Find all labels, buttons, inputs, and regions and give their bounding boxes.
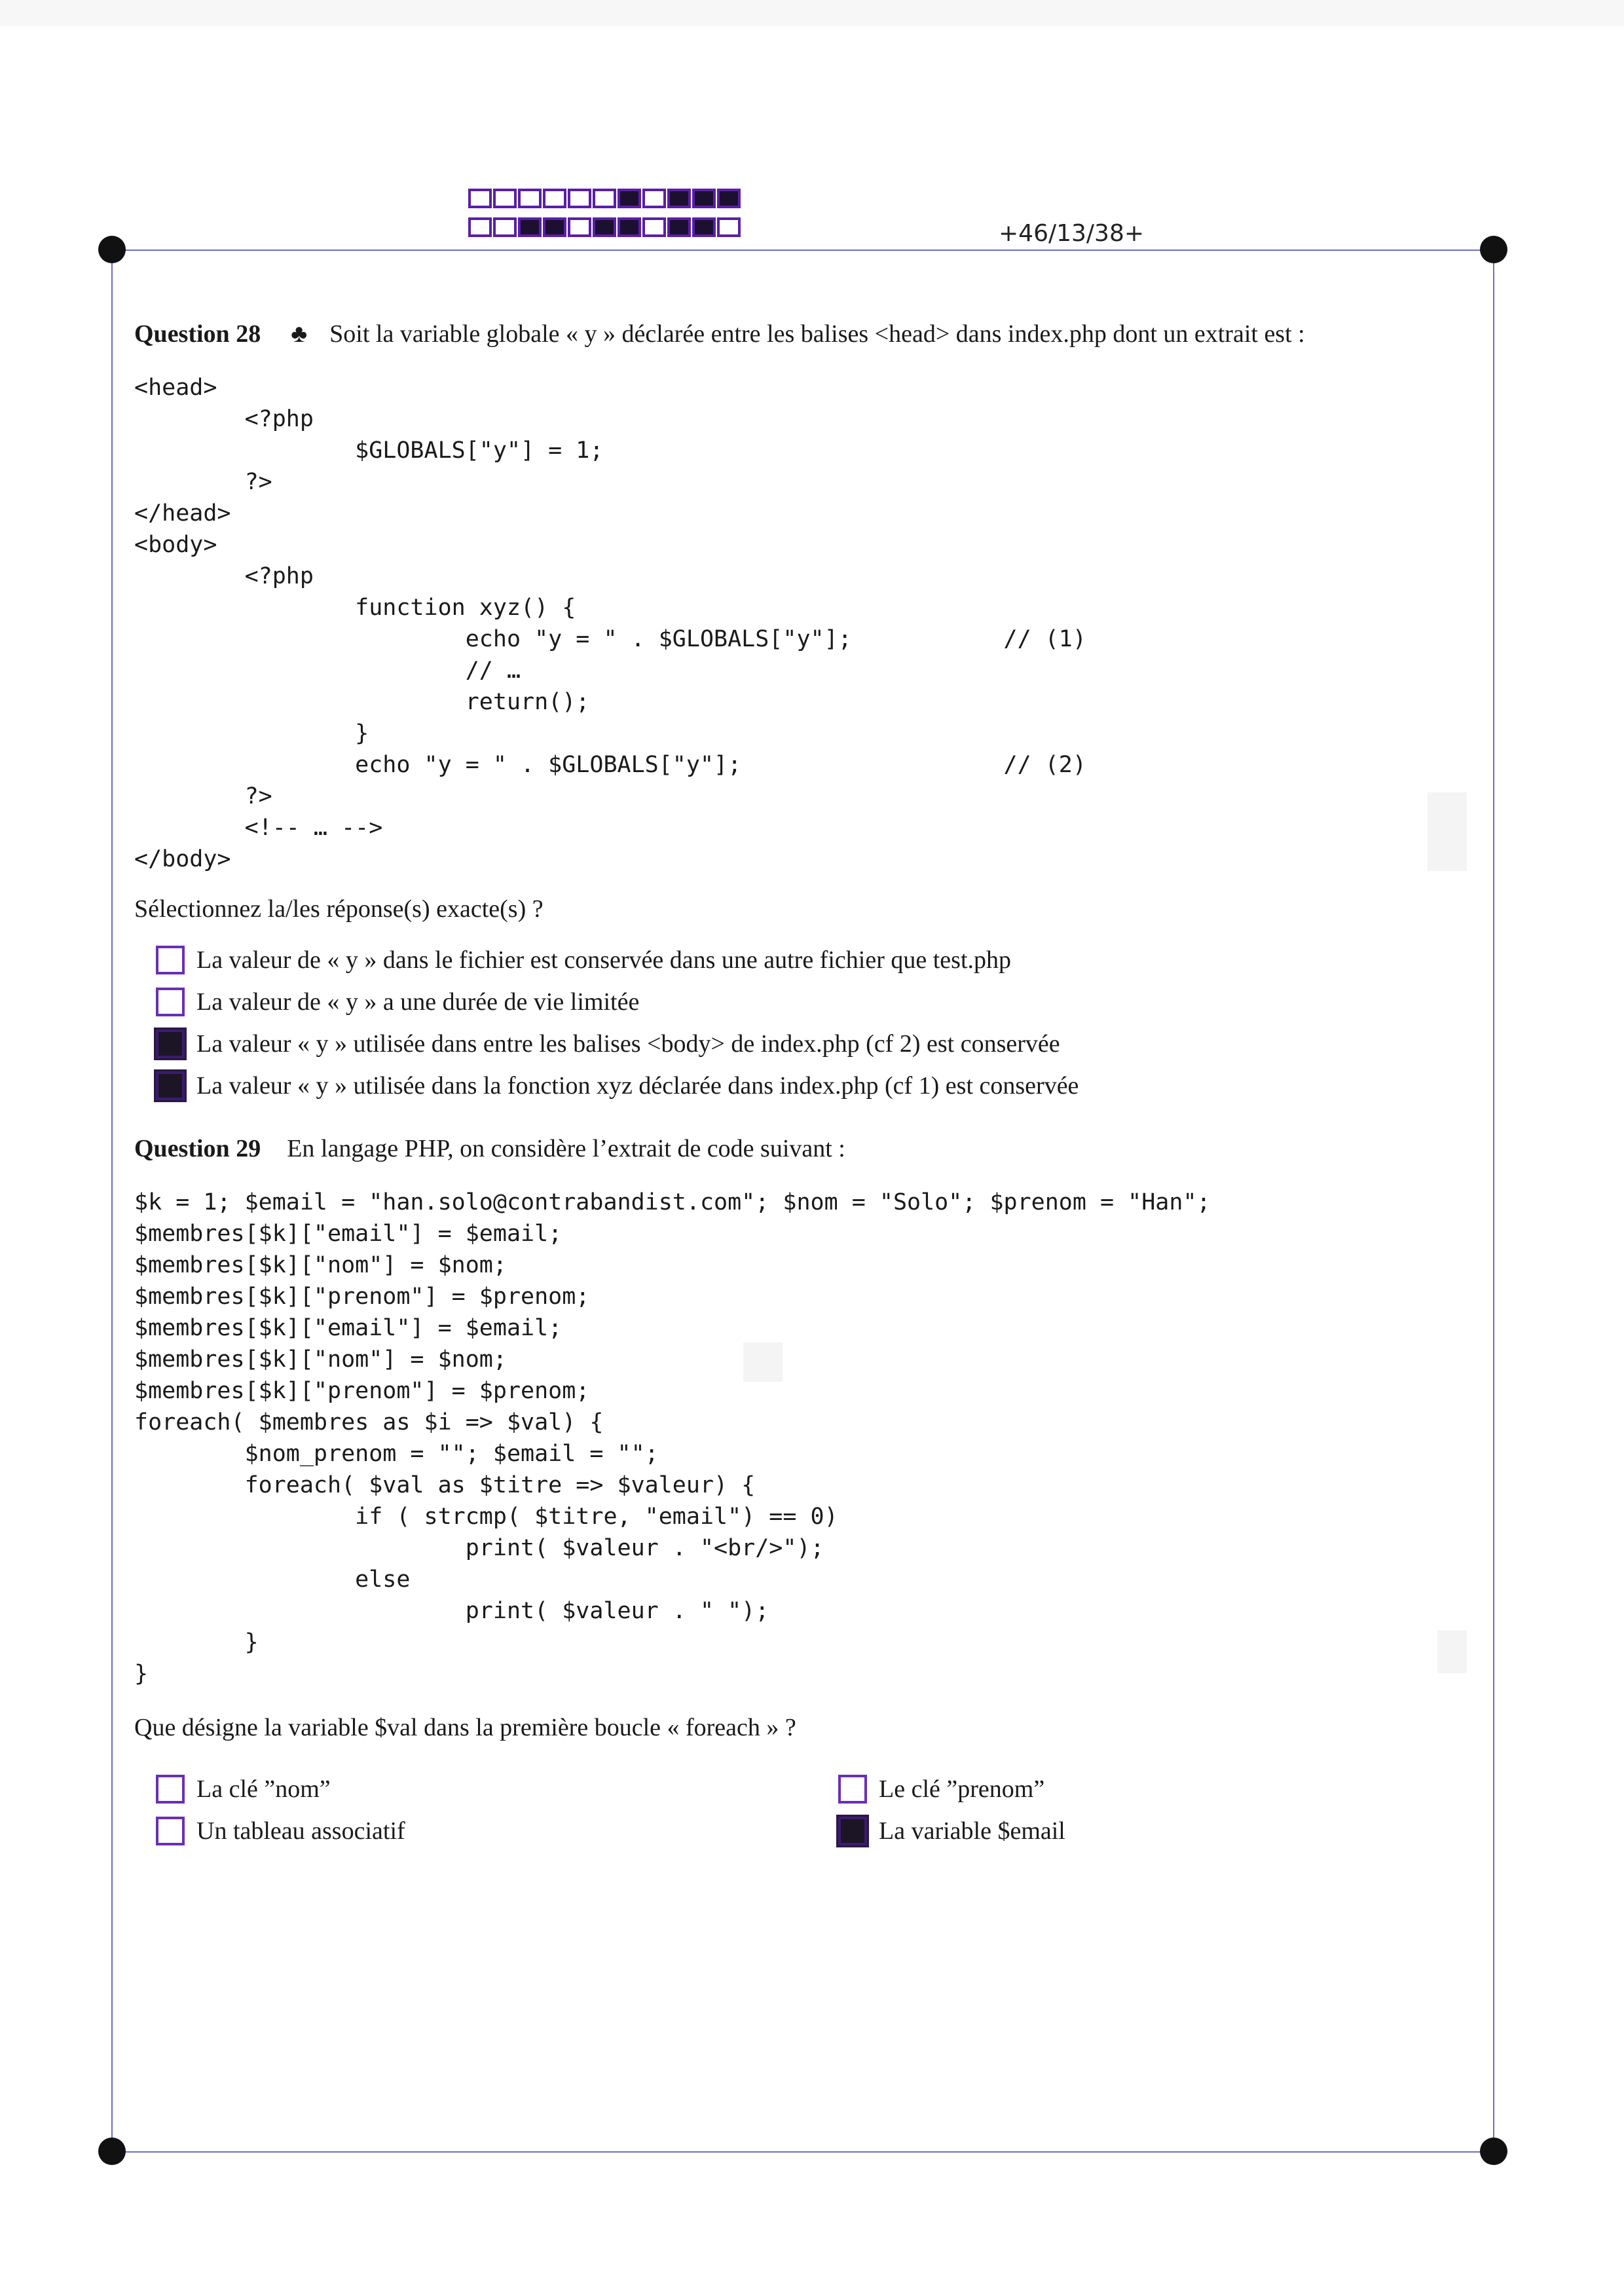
checkbox-checked[interactable]: [838, 1817, 867, 1845]
checkbox[interactable]: [156, 1817, 185, 1845]
scan-smudge: [1437, 1631, 1467, 1673]
barcode-cell-empty: [543, 189, 566, 208]
q29-option-2[interactable]: [838, 1775, 1044, 1804]
barcode-cell-empty: [717, 217, 741, 237]
checkbox-checked[interactable]: [156, 1029, 185, 1058]
frame-left-line: [111, 250, 113, 2153]
corner-mark-bottom-left: [98, 2138, 126, 2165]
checkbox[interactable]: [156, 988, 185, 1016]
question-29-label: Question 29: [134, 1135, 261, 1162]
barcode-cell-empty: [468, 189, 492, 208]
frame-bottom-line: [111, 2151, 1494, 2153]
q28-option-3[interactable]: [156, 1029, 1060, 1058]
option-label: La valeur de « y » dans le fichier est conservée dans une autre fichier que test.php: [196, 946, 1011, 974]
barcode-cell-empty: [593, 189, 616, 208]
q28-option-1[interactable]: [156, 946, 1011, 974]
barcode-row-2: [468, 217, 742, 237]
barcode-cell-empty: [568, 189, 591, 208]
q29-option-3[interactable]: [156, 1817, 405, 1845]
option-label: La variable $email: [879, 1817, 1065, 1845]
q28-option-2[interactable]: [156, 988, 639, 1016]
barcode-cell-filled: [667, 189, 691, 208]
q29-option-4[interactable]: [838, 1817, 1065, 1845]
barcode-cell-filled: [518, 217, 542, 237]
barcode-cell-empty: [518, 189, 542, 208]
option-label: Le clé ”prenom”: [879, 1775, 1045, 1803]
scan-smudge: [743, 1342, 783, 1382]
barcode-cell-empty: [468, 217, 492, 237]
barcode-cell-empty: [642, 189, 666, 208]
question-29-prompt: Que désigne la variable $val dans la première boucle « foreach » ?: [134, 1714, 796, 1741]
option-label: La clé ”nom”: [196, 1775, 331, 1803]
corner-mark-bottom-right: [1480, 2138, 1507, 2165]
checkbox-checked[interactable]: [156, 1071, 185, 1100]
barcode-cell-empty: [642, 217, 666, 237]
club-icon: ♣: [291, 320, 308, 348]
question-29-code: $k = 1; $email = "han.solo@contrabandist.com"; $nom = "Solo"; $prenom = "Han"; $membres[$k]["email"] = $email; $membres[$k]["nom"] = $nom; $membres[$k]["prenom"] = $prenom; $membres[$k]["email"] = $email; $membres[$k]["nom"] = $nom; $membres[$k]["prenom"] = $prenom; foreach( $membres as $i => $val) { $nom_prenom = ""; $email = ""; foreach( $val as $titre => $valeur) { if ( strcmp( $titre, "email") == 0) print( $valeur . "<br/>"); else print( $valeur . " "); } }: [134, 1189, 1211, 1687]
option-label: Un tableau associatif: [196, 1817, 405, 1845]
barcode-cell-filled: [618, 217, 641, 237]
q28-option-4[interactable]: [156, 1071, 1079, 1100]
barcode-cell-filled: [692, 217, 716, 237]
question-29-text: En langage PHP, on considère l’extrait de code suivant :: [287, 1135, 845, 1162]
question-28-text: Soit la variable globale « y » déclarée entre les balises <head> dans index.php dont un extrait est :: [329, 320, 1305, 348]
barcode-cell-filled: [667, 217, 691, 237]
checkbox[interactable]: [838, 1775, 867, 1804]
q29-option-1[interactable]: [156, 1775, 331, 1804]
option-label: La valeur de « y » a une durée de vie limitée: [196, 988, 640, 1016]
barcode-cell-filled: [692, 189, 716, 208]
frame-right-line: [1493, 250, 1494, 2153]
corner-mark-top-left: [98, 236, 126, 263]
checkbox[interactable]: [156, 1775, 185, 1804]
page-id-code: +46/13/38+: [999, 220, 1145, 247]
question-28-prompt: Sélectionnez la/les réponse(s) exacte(s) ?: [134, 895, 544, 923]
corner-mark-top-right: [1480, 236, 1507, 263]
option-label: La valeur « y » utilisée dans entre les balises <body> de index.php (cf 2) est conservée: [196, 1030, 1060, 1058]
barcode-cell-filled: [618, 189, 641, 208]
barcode-row-1: [468, 189, 742, 208]
question-28-code: <head> <?php $GLOBALS["y"] = 1; ?> </head> <body> <?php function xyz() { echo "y = " . $GLOBALS["y"]; // (1) // … return(); } echo "y = " . $GLOBALS["y"]; // (2) ?> <!-- … --> </body>: [134, 375, 1086, 872]
question-28-header: [134, 320, 1305, 348]
barcode-cell-empty: [493, 217, 517, 237]
scan-top-shade: [0, 0, 1624, 26]
barcode-cell-empty: [568, 217, 591, 237]
barcode-cell-filled: [593, 217, 616, 237]
barcode-cell-filled: [543, 217, 566, 237]
option-label: La valeur « y » utilisée dans la fonction xyz déclarée dans index.php (cf 1) est conservée: [196, 1072, 1079, 1100]
barcode-cell-empty: [493, 189, 517, 208]
question-29-header: [134, 1134, 845, 1163]
scan-smudge: [1428, 792, 1467, 871]
frame-top-line: [111, 250, 1494, 251]
barcode-cell-filled: [717, 189, 741, 208]
question-28-label: Question 28: [134, 320, 261, 348]
checkbox[interactable]: [156, 946, 185, 974]
